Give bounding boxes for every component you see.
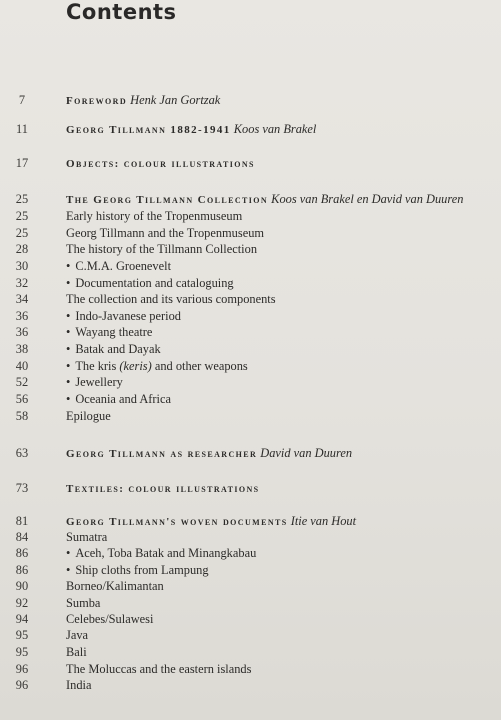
section-subentry: [66, 241, 257, 258]
section-heading: [66, 155, 255, 173]
section-subentry: [66, 661, 251, 678]
heading-text: The Georg Tillmann Collection: [66, 194, 269, 206]
section-subentry: [66, 611, 153, 628]
section-subentry: [66, 677, 91, 694]
entry-text: C.M.A. Groenevelt: [75, 259, 172, 273]
section-subentry: [66, 374, 123, 391]
section-subentry: [66, 595, 100, 612]
entry-text: The kris: [75, 359, 117, 373]
section-subentry: [66, 627, 88, 644]
bullet-icon: •: [66, 276, 71, 290]
entry-text: Bali: [66, 645, 87, 659]
page-number: 34: [15, 292, 29, 306]
section-subentry: [66, 578, 164, 595]
page-number: 90: [15, 579, 29, 593]
entry-text: India: [66, 678, 92, 692]
section-subentry: [66, 529, 107, 546]
entry-text: Java: [66, 628, 89, 642]
bullet-icon: •: [66, 392, 71, 406]
toc-entry: [0, 275, 501, 292]
toc-entry: [0, 578, 501, 595]
entry-italic: (keris): [116, 359, 152, 373]
page-number: 81: [15, 514, 29, 528]
section-subentry: [66, 291, 276, 308]
entry-text: Ship cloths from Lampung: [75, 563, 209, 577]
entry-text-continued: and other weapons: [151, 359, 248, 373]
entry-text: Georg Tillmann and the Tropenmuseum: [66, 226, 265, 240]
page-number: 73: [15, 481, 29, 495]
section-subentry: [66, 324, 152, 341]
page-number: 7: [18, 93, 26, 107]
section-subentry: [66, 341, 161, 358]
toc-entry: [0, 155, 501, 172]
section-heading: [66, 191, 463, 209]
section-heading: [66, 92, 220, 110]
toc-entry: [0, 291, 501, 308]
heading-text: Georg Tillmann as researcher: [66, 448, 258, 460]
entry-text: Batak and Dayak: [75, 342, 161, 356]
entry-text: Documentation and cataloguing: [75, 276, 234, 290]
toc-entry: [0, 374, 501, 391]
section-heading: [66, 480, 260, 498]
entry-text: Borneo/Kalimantan: [66, 579, 164, 593]
bullet-icon: •: [66, 375, 71, 389]
toc-entry: [0, 121, 501, 138]
page-number: 95: [15, 645, 29, 659]
toc-entry: [0, 480, 501, 497]
section-subentry: [66, 562, 209, 579]
section-subentry: [66, 225, 264, 242]
toc-entry: [0, 445, 501, 462]
page-number: 30: [15, 259, 29, 273]
toc-entry: [0, 92, 501, 109]
page-number: 94: [15, 612, 29, 626]
toc-entry: [0, 225, 501, 242]
toc-entry: [0, 258, 501, 275]
page-number: 86: [15, 546, 29, 560]
entry-text: Celebes/Sulawesi: [66, 612, 154, 626]
toc-entry: [0, 529, 501, 546]
bullet-icon: •: [66, 359, 71, 373]
entry-text: Oceania and Africa: [75, 392, 171, 406]
page-number: 17: [15, 156, 29, 170]
toc-entry: [0, 208, 501, 225]
bullet-icon: •: [66, 546, 71, 560]
author-name: David van Duuren: [257, 446, 353, 460]
page-number: 40: [15, 359, 29, 373]
toc-entry: [0, 627, 501, 644]
toc-entry: [0, 661, 501, 678]
bullet-icon: •: [66, 259, 71, 273]
author-name: Henk Jan Gortzak: [127, 93, 221, 107]
section-subentry: [66, 545, 256, 562]
heading-text: Georg Tillmann's woven documents: [66, 516, 288, 528]
section-subentry: [66, 208, 242, 225]
toc-entry: [0, 677, 501, 694]
page-number: 52: [15, 375, 29, 389]
author-name: Itie van Hout: [287, 514, 357, 528]
section-subentry: [66, 308, 181, 325]
toc-entry: [0, 241, 501, 258]
page-number: 25: [15, 192, 29, 206]
page-number: 63: [15, 446, 29, 460]
toc-entry: [0, 562, 501, 579]
section-subentry: [66, 258, 171, 275]
entry-text: Indo-Javanese period: [75, 309, 181, 323]
author-name: Koos van Brakel: [230, 122, 317, 136]
page-number: 25: [15, 209, 29, 223]
heading-text: Objects: colour illustrations: [66, 158, 255, 170]
page-number: 96: [15, 662, 29, 676]
page-number: 36: [15, 325, 29, 339]
toc-entry: [0, 644, 501, 661]
entry-text: Sumatra: [66, 530, 108, 544]
toc-entry: [0, 611, 501, 628]
toc-entry: [0, 358, 501, 375]
heading-text: Textiles: colour illustrations: [66, 483, 260, 495]
toc-entry: [0, 341, 501, 358]
toc-entry: [0, 324, 501, 341]
toc-entry: [0, 408, 501, 425]
page-number: 58: [15, 409, 29, 423]
section-subentry: [66, 408, 111, 425]
entry-text: Jewellery: [75, 375, 123, 389]
page-number: 32: [15, 276, 29, 290]
section-heading: [66, 445, 352, 463]
author-name: Koos van Brakel en David van Duuren: [268, 192, 464, 206]
toc-entry: [0, 191, 501, 208]
page-number: 84: [15, 530, 29, 544]
page-number: 95: [15, 628, 29, 642]
toc-entry: [0, 545, 501, 562]
toc-entry: [0, 595, 501, 612]
entry-text: The collection and its various components: [66, 292, 276, 306]
toc-entry: [0, 513, 501, 530]
heading-text: Georg Tillmann 1882-1941: [66, 124, 231, 136]
page-title: Contents: [66, 0, 177, 24]
section-subentry: [66, 358, 248, 375]
toc-entry: [0, 308, 501, 325]
page-number: 11: [16, 122, 28, 136]
page-number: 92: [15, 596, 29, 610]
entry-text: Early history of the Tropenmuseum: [66, 209, 243, 223]
page-number: 38: [15, 342, 29, 356]
bullet-icon: •: [66, 342, 71, 356]
bullet-icon: •: [66, 309, 71, 323]
entry-text: The Moluccas and the eastern islands: [66, 662, 252, 676]
section-subentry: [66, 391, 171, 408]
heading-text: Foreword: [66, 95, 128, 107]
section-subentry: [66, 644, 87, 661]
bullet-icon: •: [66, 563, 71, 577]
page-number: 25: [15, 226, 29, 240]
page-number: 28: [15, 242, 29, 256]
bullet-icon: •: [66, 325, 71, 339]
page-number: 86: [15, 563, 29, 577]
page-number: 36: [15, 309, 29, 323]
section-heading: [66, 121, 316, 139]
toc-entry: [0, 391, 501, 408]
entry-text: Epilogue: [66, 409, 111, 423]
entry-text: Sumba: [66, 596, 101, 610]
page-number: 56: [15, 392, 29, 406]
entry-text: The history of the Tillmann Collection: [66, 242, 258, 256]
entry-text: Wayang theatre: [75, 325, 153, 339]
section-subentry: [66, 275, 234, 292]
page-number: 96: [15, 678, 29, 692]
entry-text: Aceh, Toba Batak and Minangkabau: [75, 546, 257, 560]
